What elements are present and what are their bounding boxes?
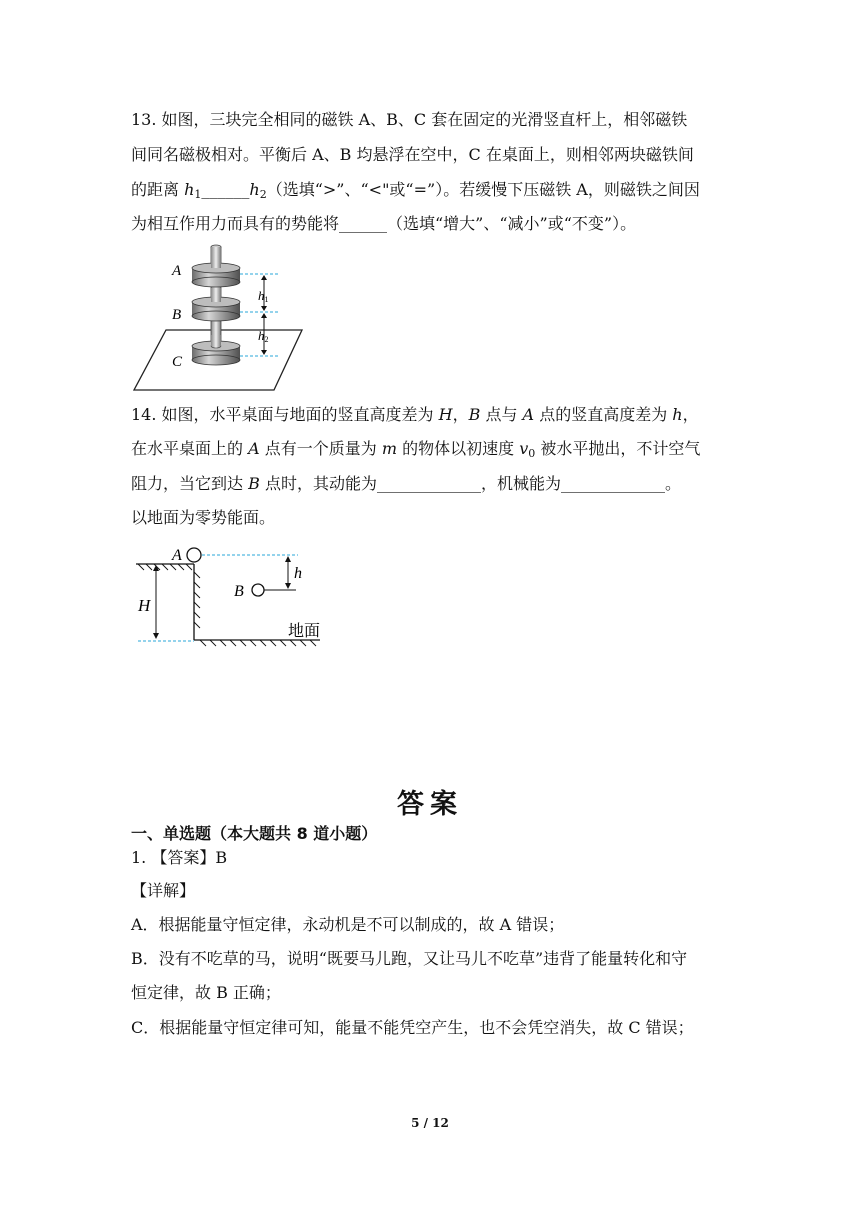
- section-heading: 一、单选题（本大题共 8 道小题）: [131, 824, 378, 843]
- q14-text: 被水平抛出，不计空气: [535, 439, 701, 458]
- q13-line-3: [131, 180, 700, 200]
- label-h1: h: [258, 288, 265, 303]
- answer-1-line-2: 【详解】: [131, 881, 196, 900]
- ball-b: [252, 584, 264, 596]
- q14-var-H: H: [438, 405, 453, 424]
- q14-text: ，: [682, 405, 699, 424]
- label-b: B: [172, 307, 182, 323]
- q13-h1-sub: 1: [194, 188, 202, 201]
- answer-1-line-1: 1. 【答案】B: [131, 848, 228, 867]
- q13-line-2: 间同名磁极相对。平衡后 A、B 均悬浮在空中，C 在桌面上，则相邻两块磁铁间: [131, 145, 694, 164]
- label-c: C: [172, 354, 183, 370]
- q13-text: 的距离: [131, 180, 185, 199]
- magnet-a: [192, 247, 240, 287]
- q14-line-4: 以地面为零势能面。: [131, 508, 276, 527]
- label-h: h: [294, 565, 302, 582]
- svg-text:h1: [258, 288, 269, 304]
- q13-h2-sub: 2: [259, 188, 267, 201]
- q14-line-1: [131, 405, 699, 425]
- label-h2: h: [258, 328, 265, 343]
- q14-var-B: B: [248, 474, 260, 493]
- label-a: A: [172, 547, 182, 564]
- q14-var-A: A: [522, 405, 535, 424]
- answer-1-line-4: B．没有不吃草的马，说明“既要马儿跑，又让马儿不吃草”违背了能量转化和守: [131, 949, 688, 968]
- label-ground: 地面: [288, 621, 321, 640]
- magnet-figure: [128, 242, 318, 394]
- q14-var-v-sub: 0: [528, 447, 536, 460]
- q14-text: 点的竖直高度差为: [534, 405, 673, 424]
- q14-text: 的物体以初速度: [397, 439, 520, 458]
- q14-text: 点时，其动能为_____________，机械能为_____________。: [259, 474, 681, 493]
- answer-1-line-5: 恒定律，故 B 正确；: [131, 983, 281, 1002]
- q13-h2: h: [249, 180, 260, 199]
- label-h2-sub: 2: [264, 335, 269, 344]
- page-number: 5 / 12: [411, 1116, 449, 1130]
- label-a: A: [172, 263, 182, 279]
- answer-title: 答案: [397, 789, 463, 820]
- label-h1-sub: 1: [264, 295, 269, 304]
- q13-text: （选填“>”、“<"或“=”）。若缓慢下压磁铁 A，则磁铁之间因: [266, 180, 700, 199]
- q14-text: ，: [452, 405, 469, 424]
- answer-1-line-6: C．根据能量守恒定律可知，能量不能凭空产生，也不会凭空消失，故 C 错误；: [131, 1018, 694, 1037]
- q14-text: 14. 如图，水平桌面与地面的竖直高度差为: [131, 405, 439, 424]
- q14-var-m: m: [381, 439, 398, 458]
- answer-1-line-3: A．根据能量守恒定律，永动机是不可以制成的，故 A 错误；: [131, 915, 565, 934]
- q13-line-4: 为相互作用力而具有的势能将______（选填“增大”、“减小”或“不变”）。: [131, 214, 637, 233]
- q14-var-h: h: [672, 405, 683, 424]
- projectile-figure: [130, 542, 330, 652]
- q13-blank-1: ______: [201, 180, 250, 199]
- ball-a: [187, 548, 201, 562]
- q14-var-B: B: [468, 405, 481, 424]
- magnet-b: [192, 288, 240, 321]
- label-b: B: [234, 583, 244, 600]
- q13-line-1: 13. 如图，三块完全相同的磁铁 A、B、C 套在固定的光滑竖直杆上，相邻磁铁: [131, 110, 688, 129]
- q14-line-2: [131, 439, 700, 459]
- q14-line-3: [131, 474, 681, 494]
- q14-text: 阻力，当它到达: [131, 474, 249, 493]
- q14-text: 点有一个质量为: [259, 439, 382, 458]
- q14-text: 在水平桌面上的: [131, 439, 249, 458]
- q14-var-A: A: [248, 439, 260, 458]
- q13-h1: h: [184, 180, 195, 199]
- q14-var-v: v: [519, 439, 529, 458]
- label-H: H: [138, 596, 151, 615]
- q14-text: 点与: [480, 405, 523, 424]
